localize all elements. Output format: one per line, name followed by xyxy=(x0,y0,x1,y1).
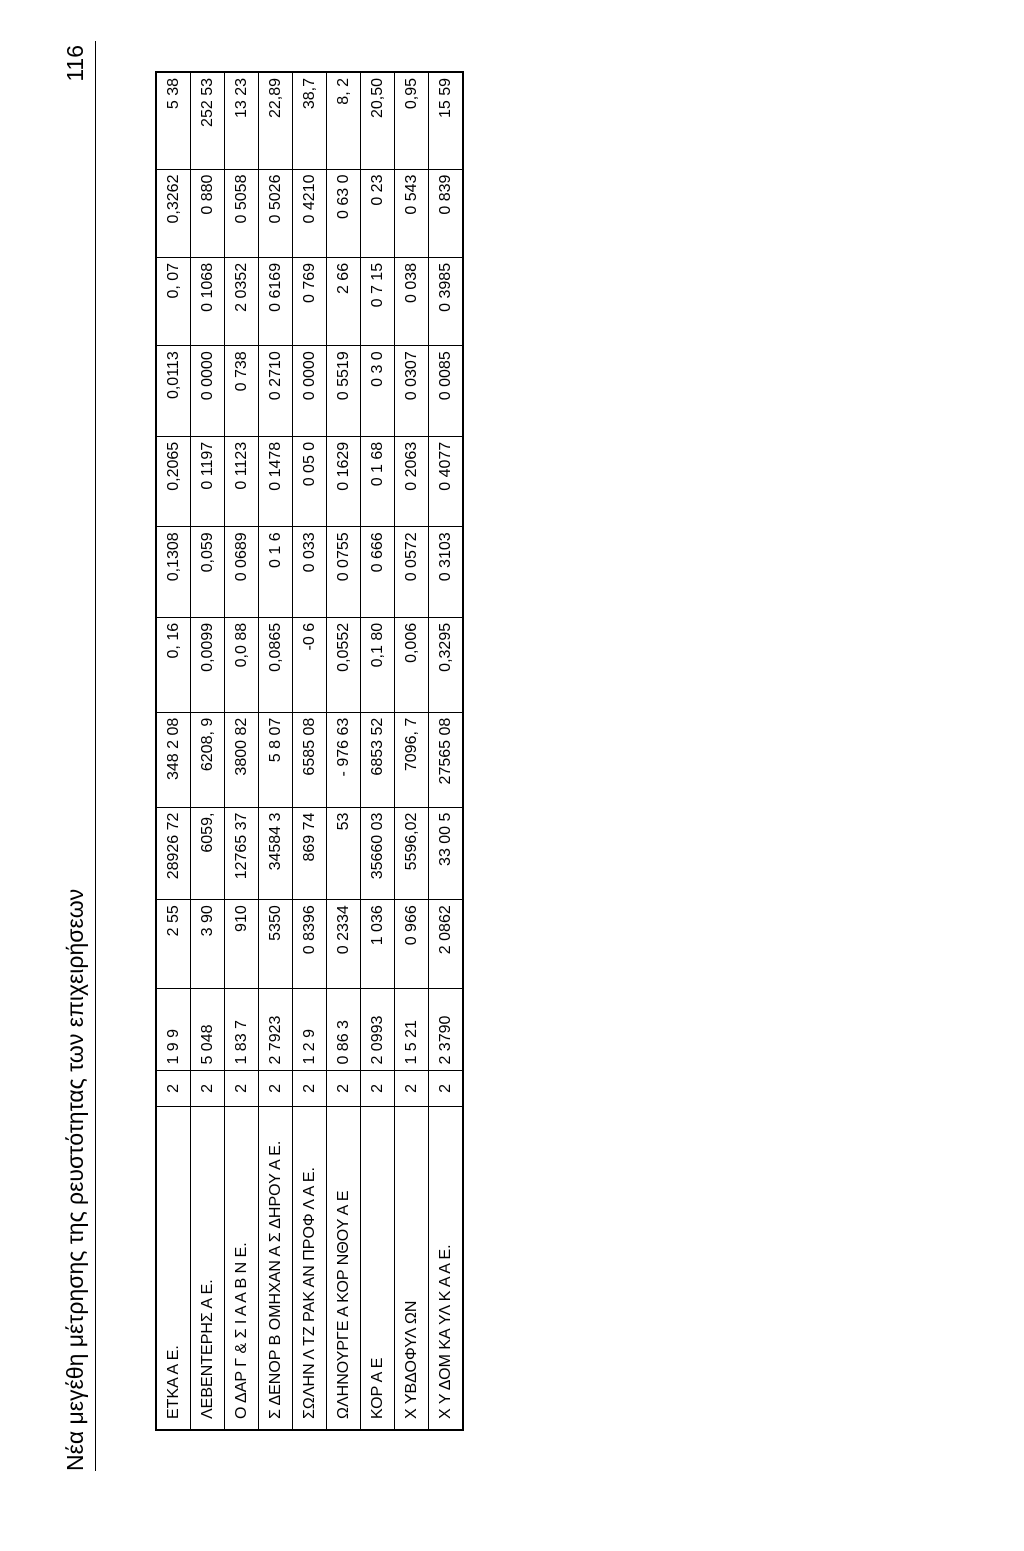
table-row xyxy=(395,72,429,1430)
table-row xyxy=(429,72,464,1430)
value-cell: 0 4210 xyxy=(293,169,327,257)
value-cell: 0,0865 xyxy=(259,617,293,712)
value-cell: 0 8396 xyxy=(293,900,327,988)
value-cell: 33 00 5 xyxy=(429,807,464,900)
code-cell: 2 xyxy=(293,1070,327,1107)
value-cell: 15 59 xyxy=(429,72,464,169)
value-cell: 2 7923 xyxy=(259,988,293,1070)
value-cell: 0 3 0 xyxy=(361,346,395,437)
code-cell: 2 xyxy=(429,1070,464,1107)
value-cell: 0 0000 xyxy=(293,346,327,437)
value-cell: 0 3103 xyxy=(429,527,464,618)
value-cell: 0 7 15 xyxy=(361,257,395,345)
value-cell: 5 38 xyxy=(156,72,191,169)
value-cell: 0,006 xyxy=(395,617,429,712)
value-cell: 0 5058 xyxy=(225,169,259,257)
page-header xyxy=(55,41,96,1471)
value-cell: 0,0113 xyxy=(156,346,191,437)
value-cell: 0 0689 xyxy=(225,527,259,618)
page-title: Νέα μεγέθη μέτρησης της ρευστότητας των επιχειρήσεων xyxy=(62,888,88,1471)
value-cell: 0 1629 xyxy=(327,436,361,527)
code-cell: 2 xyxy=(327,1070,361,1107)
value-cell: 0 1197 xyxy=(191,436,225,527)
value-cell: 6585 08 xyxy=(293,712,327,807)
value-cell: 6208, 9 xyxy=(191,712,225,807)
table-row xyxy=(225,72,259,1430)
code-cell: 2 xyxy=(395,1070,429,1107)
value-cell: 0 23 xyxy=(361,169,395,257)
table-row xyxy=(327,72,361,1430)
code-cell: 2 xyxy=(225,1070,259,1107)
value-cell: 53 xyxy=(327,807,361,900)
liquidity-table xyxy=(155,71,464,1431)
value-cell: 34584 3 xyxy=(259,807,293,900)
value-cell: 13 23 xyxy=(225,72,259,169)
code-cell: 2 xyxy=(361,1070,395,1107)
value-cell: 0 0000 xyxy=(191,346,225,437)
value-cell: 0 966 xyxy=(395,900,429,988)
value-cell: 0 1478 xyxy=(259,436,293,527)
value-cell: 0 2710 xyxy=(259,346,293,437)
value-cell: 2 0352 xyxy=(225,257,259,345)
company-name-cell: ΚΟΡ Α Ε xyxy=(361,1107,395,1430)
value-cell: 0 0755 xyxy=(327,527,361,618)
table-body xyxy=(156,72,463,1430)
table-row xyxy=(361,72,395,1430)
value-cell: 2 66 xyxy=(327,257,361,345)
value-cell: 0,1 80 xyxy=(361,617,395,712)
value-cell: 0 1 68 xyxy=(361,436,395,527)
value-cell: 0 880 xyxy=(191,169,225,257)
value-cell: 3800 82 xyxy=(225,712,259,807)
value-cell: 0 5519 xyxy=(327,346,361,437)
value-cell: 28926 72 xyxy=(156,807,191,900)
table-row xyxy=(156,72,191,1430)
value-cell: 1 83 7 xyxy=(225,988,259,1070)
value-cell: 0,3262 xyxy=(156,169,191,257)
value-cell: 7096, 7 xyxy=(395,712,429,807)
value-cell: 1 5 21 xyxy=(395,988,429,1070)
value-cell: 0 666 xyxy=(361,527,395,618)
value-cell: 0 543 xyxy=(395,169,429,257)
value-cell: 0 3985 xyxy=(429,257,464,345)
value-cell: 20,50 xyxy=(361,72,395,169)
value-cell: 5 048 xyxy=(191,988,225,1070)
company-name-cell: Σ ΔΕΝΟΡ Β ΟΜΗΧΑΝ Α Σ ΔΗΡΟΥ Α Ε. xyxy=(259,1107,293,1430)
company-name-cell: ΕΤΚΑ Α Ε. xyxy=(156,1107,191,1430)
value-cell: 0 5026 xyxy=(259,169,293,257)
value-cell: 0 769 xyxy=(293,257,327,345)
value-cell: 0,059 xyxy=(191,527,225,618)
value-cell: 0 2334 xyxy=(327,900,361,988)
value-cell: 0,0 88 xyxy=(225,617,259,712)
value-cell: - 976 63 xyxy=(327,712,361,807)
value-cell: 0,0099 xyxy=(191,617,225,712)
value-cell: 5596,02 xyxy=(395,807,429,900)
table-row xyxy=(259,72,293,1430)
value-cell: 0 6169 xyxy=(259,257,293,345)
company-name-cell: Χ ΥΒΔΟΦΥΛ ΩΝ xyxy=(395,1107,429,1430)
value-cell: 0 1068 xyxy=(191,257,225,345)
value-cell: 22,89 xyxy=(259,72,293,169)
code-cell: 2 xyxy=(156,1070,191,1107)
value-cell: 1 2 9 xyxy=(293,988,327,1070)
value-cell: 0 1123 xyxy=(225,436,259,527)
value-cell: 27565 08 xyxy=(429,712,464,807)
value-cell: 2 55 xyxy=(156,900,191,988)
value-cell: 8, 2 xyxy=(327,72,361,169)
value-cell: 38,7 xyxy=(293,72,327,169)
value-cell: 35660 03 xyxy=(361,807,395,900)
value-cell: -0 6 xyxy=(293,617,327,712)
value-cell: 1 9 9 xyxy=(156,988,191,1070)
value-cell: 0, 16 xyxy=(156,617,191,712)
company-name-cell: ΣΩΛΗΝ Λ ΤΖ ΡΑΚ ΑΝ ΠΡΟΦ Λ Α Ε. xyxy=(293,1107,327,1430)
value-cell: 0 0085 xyxy=(429,346,464,437)
value-cell: 0 05 0 xyxy=(293,436,327,527)
value-cell: 0, 07 xyxy=(156,257,191,345)
value-cell: 0 033 xyxy=(293,527,327,618)
value-cell: 12765 37 xyxy=(225,807,259,900)
value-cell: 0 839 xyxy=(429,169,464,257)
value-cell: 6059, xyxy=(191,807,225,900)
value-cell: 5 8 07 xyxy=(259,712,293,807)
value-cell: 0 63 0 xyxy=(327,169,361,257)
value-cell: 2 0993 xyxy=(361,988,395,1070)
code-cell: 2 xyxy=(259,1070,293,1107)
value-cell: 0 1 6 xyxy=(259,527,293,618)
company-name-cell: Χ Υ ΔΟΜ ΚΑ ΥΛ Κ Α Α Ε. xyxy=(429,1107,464,1430)
value-cell: 252 53 xyxy=(191,72,225,169)
value-cell: 869 74 xyxy=(293,807,327,900)
value-cell: 0 738 xyxy=(225,346,259,437)
value-cell: 0 86 3 xyxy=(327,988,361,1070)
value-cell: 2 3790 xyxy=(429,988,464,1070)
value-cell: 3 90 xyxy=(191,900,225,988)
value-cell: 5350 xyxy=(259,900,293,988)
table-row xyxy=(293,72,327,1430)
value-cell: 2 0862 xyxy=(429,900,464,988)
value-cell: 0 038 xyxy=(395,257,429,345)
company-name-cell: Ο ΔΑΡ Γ & Σ Ι Α Α Β Ν Ε. xyxy=(225,1107,259,1430)
company-name-cell: ΛΕΒΕΝΤΕΡΗΣ Α Ε. xyxy=(191,1107,225,1430)
page-number: 116 xyxy=(62,45,88,82)
table-row xyxy=(191,72,225,1430)
value-cell: 1 036 xyxy=(361,900,395,988)
value-cell: 910 xyxy=(225,900,259,988)
value-cell: 0 0572 xyxy=(395,527,429,618)
company-name-cell: ΩΛΗΝΟΥΡΓΕ Α ΚΟΡ ΝΘΟΥ Α Ε xyxy=(327,1107,361,1430)
value-cell: 0,95 xyxy=(395,72,429,169)
value-cell: 6853 52 xyxy=(361,712,395,807)
value-cell: 0,1308 xyxy=(156,527,191,618)
value-cell: 0,3295 xyxy=(429,617,464,712)
value-cell: 348 2 08 xyxy=(156,712,191,807)
value-cell: 0 2063 xyxy=(395,436,429,527)
value-cell: 0,0552 xyxy=(327,617,361,712)
code-cell: 2 xyxy=(191,1070,225,1107)
value-cell: 0 0307 xyxy=(395,346,429,437)
value-cell: 0,2065 xyxy=(156,436,191,527)
value-cell: 0 4077 xyxy=(429,436,464,527)
